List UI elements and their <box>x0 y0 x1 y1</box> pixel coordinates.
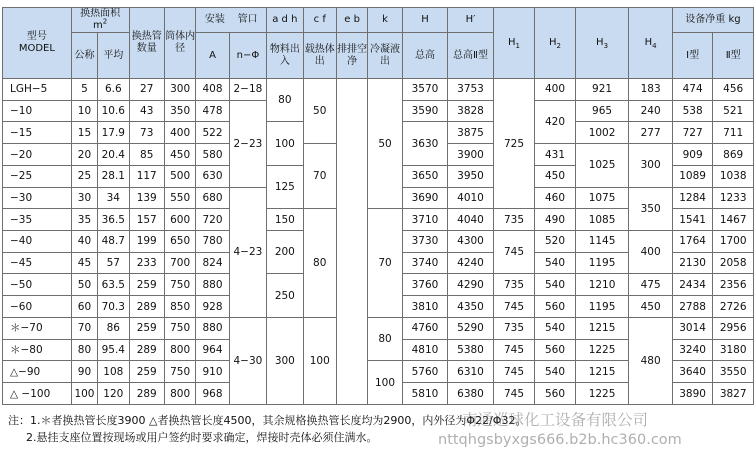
header-H2 <box>535 8 575 79</box>
header-H4 <box>629 8 673 79</box>
weight-I-cell: 3240 <box>672 339 712 361</box>
n-phi-cell: 4−30 <box>229 317 266 404</box>
tube-count-cell: 43 <box>129 100 164 122</box>
weight-II-cell: 1467 <box>713 209 754 231</box>
header-weight-I: Ⅰ型 <box>672 33 712 79</box>
H-cell: 3650 <box>402 165 448 187</box>
H2-cell: 460 <box>535 187 575 209</box>
model-cell: −30 <box>3 187 72 209</box>
header-Hp-desc: 总高Ⅱ型 <box>448 33 494 79</box>
weight-II-cell: 3827 <box>713 383 754 405</box>
weight-I-cell: 538 <box>672 100 712 122</box>
header-eb-desc: 排排空净 <box>336 33 367 79</box>
H3-cell: 1085 <box>575 209 629 231</box>
area-nominal-cell: 15 <box>71 122 97 144</box>
weight-II-cell: 456 <box>713 79 754 101</box>
header-H-desc: 总高 <box>402 33 448 79</box>
note-line-1: 注：1.＊者换热管长度3900 △者换热管长度4500，其余规格换热管长度均为2900，内外径为Φ22/Φ32。 <box>8 414 527 427</box>
install-a-cell: 478 <box>196 100 229 122</box>
weight-I-cell: 1541 <box>672 209 712 231</box>
header-cf: c f <box>303 8 336 33</box>
area-average-cell: 20.4 <box>98 144 129 166</box>
weight-II-cell: 521 <box>713 100 754 122</box>
adh-cell: 125 <box>267 165 303 208</box>
tube-count-cell: 233 <box>129 252 164 274</box>
weight-I-cell: 909 <box>672 144 712 166</box>
area-average-cell: 57 <box>98 252 129 274</box>
model-cell: △−90 <box>3 361 72 383</box>
area-average-cell: 86 <box>98 317 129 339</box>
H3-cell: 1075 <box>575 187 629 209</box>
area-nominal-cell: 10 <box>71 100 97 122</box>
weight-II-cell: 1038 <box>713 165 754 187</box>
H-cell: 3810 <box>402 296 448 318</box>
H2-cell: 420 <box>535 100 575 143</box>
area-nominal-cell: 5 <box>71 79 97 101</box>
area-average-cell: 108 <box>98 361 129 383</box>
header-H1-sub: 1 <box>515 42 521 50</box>
H-cell: 3730 <box>402 231 448 253</box>
area-nominal-cell: 45 <box>71 252 97 274</box>
weight-I-cell: 3014 <box>672 317 712 339</box>
weight-I-cell: 1764 <box>672 231 712 253</box>
header-Hp: H′ <box>448 8 494 33</box>
install-a-cell: 720 <box>196 209 229 231</box>
adh-cell: 250 <box>267 274 303 317</box>
Hp-cell: 4010 <box>448 187 494 209</box>
H-cell: 3690 <box>402 187 448 209</box>
Hp-cell: 6310 <box>448 361 494 383</box>
H-cell: 3590 <box>402 100 448 122</box>
k-cell: 50 <box>368 79 402 209</box>
H-cell: 5760 <box>402 361 448 383</box>
shell-diameter-cell: 350 <box>164 100 195 122</box>
H4-cell: 300 <box>629 144 673 187</box>
H-cell: 4760 <box>402 317 448 339</box>
n-phi-cell: 2−18 <box>229 79 266 101</box>
H2-cell: 490 <box>535 209 575 231</box>
table-row <box>3 79 754 101</box>
Hp-cell: 4350 <box>448 296 494 318</box>
header-model-cn: 型号 <box>26 31 47 42</box>
H4-cell: 480 <box>629 317 673 404</box>
H2-cell: 560 <box>535 339 575 361</box>
H3-cell: 1225 <box>575 339 629 361</box>
header-H2-base: H <box>549 37 557 48</box>
area-average-cell: 95.4 <box>98 339 129 361</box>
header-weight-II: Ⅱ型 <box>713 33 754 79</box>
H1-cell: 735 <box>493 274 534 296</box>
tube-count-cell: 289 <box>129 383 164 405</box>
H3-cell: 1210 <box>575 274 629 296</box>
Hp-cell: 6380 <box>448 383 494 405</box>
tube-count-cell: 289 <box>129 296 164 318</box>
model-cell: −50 <box>3 274 72 296</box>
tube-count-cell: 199 <box>129 231 164 253</box>
header-area-average: 平均 <box>98 33 129 79</box>
shell-diameter-cell: 800 <box>164 339 195 361</box>
weight-II-cell: 1233 <box>713 187 754 209</box>
k-cell: 100 <box>368 361 402 405</box>
header-weight: 设备净重 kg <box>672 8 753 33</box>
shell-diameter-cell: 600 <box>164 209 195 231</box>
install-a-cell: 522 <box>196 122 229 144</box>
shell-diameter-cell: 800 <box>164 383 195 405</box>
model-cell: −15 <box>3 122 72 144</box>
table-header <box>3 8 754 79</box>
weight-II-cell: 2058 <box>713 252 754 274</box>
area-nominal-cell: 50 <box>71 274 97 296</box>
area-average-cell: 6.6 <box>98 79 129 101</box>
shell-diameter-cell: 750 <box>164 361 195 383</box>
header-H1 <box>493 8 534 79</box>
weight-I-cell: 1284 <box>672 187 712 209</box>
area-average-cell: 10.6 <box>98 100 129 122</box>
H-cell: 3570 <box>402 79 448 101</box>
H2-cell: 540 <box>535 317 575 339</box>
model-cell: −35 <box>3 209 72 231</box>
area-nominal-cell: 90 <box>71 361 97 383</box>
n-phi-cell: 2−23 <box>229 100 266 187</box>
H4-cell: 450 <box>629 296 673 318</box>
header-H3-base: H <box>596 37 604 48</box>
adh-cell: 80 <box>267 79 303 122</box>
header-H4-base: H <box>644 37 653 48</box>
install-a-cell: 824 <box>196 252 229 274</box>
weight-II-cell: 1700 <box>713 231 754 253</box>
area-average-cell: 70.3 <box>98 296 129 318</box>
header-tube-count: 换热管数量 <box>129 8 164 79</box>
header-H2-sub: 2 <box>556 42 561 50</box>
model-cell: ＊−70 <box>3 317 72 339</box>
area-nominal-cell: 25 <box>71 165 97 187</box>
header-model <box>3 8 72 79</box>
H1-cell: 735 <box>493 209 534 231</box>
area-average-cell: 36.5 <box>98 209 129 231</box>
H3-cell: 965 <box>575 100 629 122</box>
weight-I-cell: 2434 <box>672 274 712 296</box>
weight-I-cell: 727 <box>672 122 712 144</box>
header-area-unit-sup: 2 <box>102 17 108 26</box>
eb-cell <box>336 79 367 405</box>
shell-diameter-cell: 400 <box>164 122 195 144</box>
H1-cell: 745 <box>493 361 534 383</box>
note-line-2: 2.悬挂支座位置按现场或用户签约时要求确定，焊接时壳体必须住满水。 <box>26 431 378 444</box>
tube-count-cell: 73 <box>129 122 164 144</box>
adh-cell: 150 <box>267 209 303 231</box>
shell-diameter-cell: 750 <box>164 317 195 339</box>
H3-cell: 1225 <box>575 383 629 405</box>
shell-diameter-cell: 700 <box>164 252 195 274</box>
H4-cell: 183 <box>629 79 673 101</box>
shell-diameter-cell: 500 <box>164 165 195 187</box>
H3-cell: 1195 <box>575 252 629 274</box>
H4-cell: 400 <box>629 231 673 274</box>
header-H4-sub: 4 <box>652 42 657 50</box>
weight-I-cell: 1089 <box>672 165 712 187</box>
H1-cell: 735 <box>493 317 534 339</box>
cf-cell: 80 <box>303 209 336 318</box>
adh-cell: 300 <box>267 317 303 404</box>
weight-I-cell: 3640 <box>672 361 712 383</box>
header-install: 安装 <box>204 14 225 25</box>
header-area-nominal: 公称 <box>71 33 97 79</box>
H2-cell: 400 <box>535 79 575 101</box>
header-area-unit: m <box>93 20 103 31</box>
header-install-nozzle <box>196 8 267 33</box>
header-install-a: A <box>196 33 229 79</box>
install-a-cell: 964 <box>196 339 229 361</box>
weight-II-cell: 3550 <box>713 361 754 383</box>
H2-cell: 560 <box>535 383 575 405</box>
Hp-cell: 4240 <box>448 252 494 274</box>
tube-count-cell: 139 <box>129 187 164 209</box>
Hp-cell: 4300 <box>448 231 494 253</box>
H3-cell: 1145 <box>575 231 629 253</box>
H1-cell: 745 <box>493 383 534 405</box>
cf-cell: 100 <box>303 317 336 404</box>
cf-cell: 50 <box>303 79 336 144</box>
tube-count-cell: 85 <box>129 144 164 166</box>
Hp-cell: 4290 <box>448 274 494 296</box>
H-cell: 3630 <box>402 122 448 165</box>
n-phi-cell: 4−23 <box>229 187 266 317</box>
H-cell: 3740 <box>402 252 448 274</box>
install-a-cell: 780 <box>196 231 229 253</box>
tube-count-cell: 157 <box>129 209 164 231</box>
shell-diameter-cell: 750 <box>164 274 195 296</box>
header-nozzle: 管口 <box>237 14 258 25</box>
install-a-cell: 880 <box>196 274 229 296</box>
model-cell: −60 <box>3 296 72 318</box>
weight-I-cell: 2130 <box>672 252 712 274</box>
weight-II-cell: 2726 <box>713 296 754 318</box>
shell-diameter-cell: 850 <box>164 296 195 318</box>
weight-II-cell: 2356 <box>713 274 754 296</box>
area-nominal-cell: 60 <box>71 296 97 318</box>
install-a-cell: 928 <box>196 296 229 318</box>
model-cell: −20 <box>3 144 72 166</box>
cf-cell: 70 <box>303 144 336 209</box>
area-nominal-cell: 100 <box>71 383 97 405</box>
Hp-cell: 3875 <box>448 122 494 144</box>
H3-cell: 1025 <box>575 144 629 187</box>
header-eb: e b <box>336 8 367 33</box>
header-H3 <box>575 8 629 79</box>
header-area-label: 换热面积 <box>80 8 121 19</box>
install-a-cell: 880 <box>196 317 229 339</box>
header-H1-base: H <box>508 37 516 48</box>
header-k-desc: 冷凝液出 <box>368 33 402 79</box>
H1-cell: 725 <box>493 79 534 209</box>
model-cell: ＊−80 <box>3 339 72 361</box>
shell-diameter-cell: 550 <box>164 187 195 209</box>
header-k: k <box>368 8 402 33</box>
H4-cell: 475 <box>629 274 673 296</box>
area-average-cell: 28.1 <box>98 165 129 187</box>
header-area <box>71 8 129 33</box>
adh-cell: 100 <box>267 122 303 165</box>
header-install-n-phi: n−Φ <box>229 33 266 79</box>
H1-cell: 745 <box>493 296 534 318</box>
watermark-url: nttqhgsbyxgs666.b2b.hc360.com <box>438 432 682 448</box>
H-cell: 3760 <box>402 274 448 296</box>
table-body <box>3 79 754 405</box>
area-average-cell: 120 <box>98 383 129 405</box>
Hp-cell: 3950 <box>448 165 494 187</box>
area-average-cell: 48.7 <box>98 231 129 253</box>
Hp-cell: 3900 <box>448 144 494 166</box>
header-cf-desc: 载热体出 <box>303 33 336 79</box>
header-shell-diameter: 筒体内径 <box>164 8 195 79</box>
model-cell: −45 <box>3 252 72 274</box>
watermark-company: 南通巡球化工设备有限公司 <box>462 411 649 429</box>
H-cell: 3710 <box>402 209 448 231</box>
weight-II-cell: 869 <box>713 144 754 166</box>
H2-cell: 450 <box>535 165 575 187</box>
table-row <box>3 317 754 339</box>
H-cell: 5810 <box>402 383 448 405</box>
spec-table <box>2 7 754 405</box>
tube-count-cell: 259 <box>129 274 164 296</box>
install-a-cell: 910 <box>196 361 229 383</box>
k-cell: 80 <box>368 317 402 360</box>
H1-cell: 745 <box>493 339 534 361</box>
H1-cell: 745 <box>493 231 534 274</box>
area-nominal-cell: 35 <box>71 209 97 231</box>
H3-cell: 1215 <box>575 317 629 339</box>
H2-cell: 540 <box>535 361 575 383</box>
weight-I-cell: 474 <box>672 79 712 101</box>
weight-I-cell: 2788 <box>672 296 712 318</box>
install-a-cell: 408 <box>196 79 229 101</box>
shell-diameter-cell: 650 <box>164 231 195 253</box>
install-a-cell: 630 <box>196 165 229 187</box>
H2-cell: 520 <box>535 231 575 253</box>
tube-count-cell: 27 <box>129 79 164 101</box>
header-model-en: MODEL <box>18 43 55 54</box>
area-nominal-cell: 20 <box>71 144 97 166</box>
Hp-cell: 4040 <box>448 209 494 231</box>
model-cell: LGH−5 <box>3 79 72 101</box>
H3-cell: 1215 <box>575 361 629 383</box>
area-nominal-cell: 30 <box>71 187 97 209</box>
model-cell: −10 <box>3 100 72 122</box>
H3-cell: 921 <box>575 79 629 101</box>
H-cell: 4810 <box>402 339 448 361</box>
tube-count-cell: 289 <box>129 339 164 361</box>
header-adh-desc: 物料出入 <box>267 33 303 79</box>
H2-cell: 560 <box>535 296 575 318</box>
header-H3-sub: 3 <box>603 42 609 50</box>
area-nominal-cell: 70 <box>71 317 97 339</box>
H4-cell: 350 <box>629 187 673 230</box>
weight-II-cell: 2956 <box>713 317 754 339</box>
weight-II-cell: 711 <box>713 122 754 144</box>
model-cell: −40 <box>3 231 72 253</box>
install-a-cell: 580 <box>196 144 229 166</box>
H4-cell: 277 <box>629 122 673 144</box>
tube-count-cell: 259 <box>129 361 164 383</box>
Hp-cell: 3828 <box>448 100 494 122</box>
model-cell: −25 <box>3 165 72 187</box>
weight-II-cell: 3180 <box>713 339 754 361</box>
tube-count-cell: 259 <box>129 317 164 339</box>
area-average-cell: 17.9 <box>98 122 129 144</box>
H3-cell: 1002 <box>575 122 629 144</box>
shell-diameter-cell: 450 <box>164 144 195 166</box>
H2-cell: 540 <box>535 252 575 274</box>
adh-cell: 200 <box>267 231 303 274</box>
H2-cell: 431 <box>535 144 575 166</box>
area-nominal-cell: 40 <box>71 231 97 253</box>
area-average-cell: 63.5 <box>98 274 129 296</box>
model-cell: △ −100 <box>3 383 72 405</box>
Hp-cell: 5290 <box>448 317 494 339</box>
tube-count-cell: 117 <box>129 165 164 187</box>
k-cell: 70 <box>368 209 402 318</box>
area-nominal-cell: 80 <box>71 339 97 361</box>
header-H: H <box>402 8 448 33</box>
H2-cell: 540 <box>535 274 575 296</box>
H3-cell: 1195 <box>575 296 629 318</box>
Hp-cell: 5380 <box>448 339 494 361</box>
area-average-cell: 34 <box>98 187 129 209</box>
weight-I-cell: 3890 <box>672 383 712 405</box>
shell-diameter-cell: 300 <box>164 79 195 101</box>
Hp-cell: 3753 <box>448 79 494 101</box>
install-a-cell: 968 <box>196 383 229 405</box>
install-a-cell: 680 <box>196 187 229 209</box>
header-adh: a d h <box>267 8 303 33</box>
H4-cell: 240 <box>629 100 673 122</box>
